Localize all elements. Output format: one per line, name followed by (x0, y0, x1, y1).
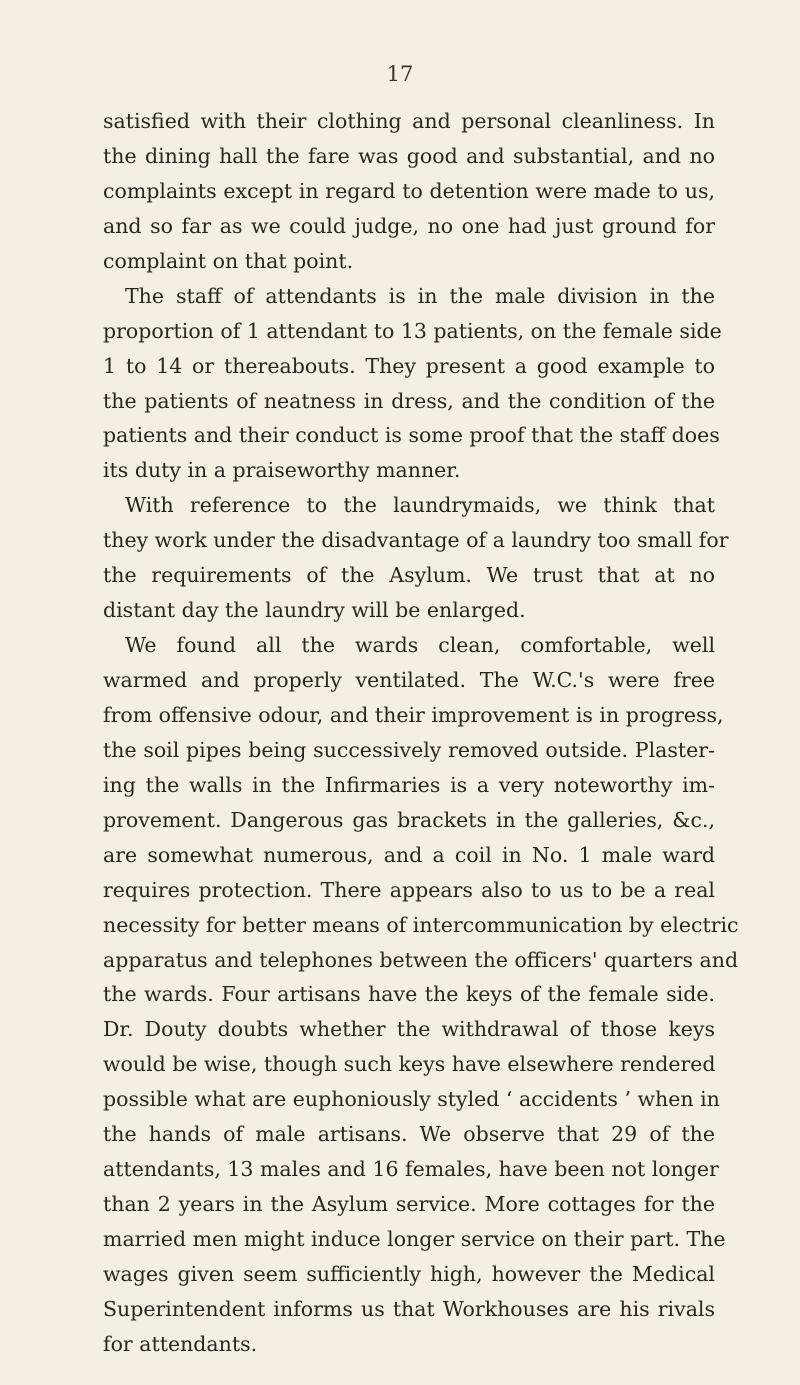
text-line: complaints except in regard to detention were made to us, (103, 178, 715, 203)
text-line: married men might induce longer service on their part. The (103, 1227, 726, 1251)
body-text (103, 104, 739, 1362)
text-line: proportion of 1 attendant to 13 patients, on the female side (103, 318, 722, 343)
text-line: the hands of male artisans. We observe that 29 of the (103, 1122, 715, 1147)
text-line: necessity for better means of intercommunication by electric (103, 912, 739, 937)
text-line: With reference to the laundrymaids, we think that (125, 493, 715, 518)
text-line: possible what are euphoniously styled ‘ accidents ’ when in (103, 1087, 720, 1112)
text-line: the wards. Four artisans have the keys of the female side. (103, 982, 715, 1007)
text-line: and so far as we could judge, no one had just ground for (103, 213, 715, 238)
text-line: satisfied with their clothing and personal cleanliness. In (103, 109, 715, 133)
text-line: than 2 years in the Asylum service. More cottages for the (103, 1192, 715, 1217)
text-line: would be wise, though such keys have elsewhere rendered (103, 1052, 716, 1077)
text-line: attendants, 13 males and 16 females, have been not longer (103, 1157, 719, 1182)
text-line: are somewhat numerous, and a coil in No. 1 male ward (103, 842, 715, 867)
text-line: its duty in a praiseworthy manner. (103, 458, 461, 483)
text-line: distant day the laundry will be enlarged. (103, 598, 526, 623)
text-line: warmed and properly ventilated. The W.C.'s were free (103, 668, 715, 692)
text-line: ing the walls in the Infirmaries is a very noteworthy im- (103, 772, 715, 797)
text-line: We found all the wards clean, comfortable, well (125, 633, 715, 658)
text-line: apparatus and telephones between the officers' quarters and (103, 947, 739, 972)
text-line: for attendants. (103, 1331, 258, 1356)
text-line: they work under the disadvantage of a laundry too small for (103, 528, 729, 553)
text-line: Superintendent informs us that Workhouses are his rivals (103, 1296, 715, 1321)
text-line: the patients of neatness in dress, and the condition of the (103, 388, 715, 413)
text-line: requires protection. There appears also to us to be a real (103, 877, 715, 902)
text-line: from offensive odour, and their improvement is in progress, (103, 702, 724, 727)
text-line: provement. Dangerous gas brackets in the galleries, &c., (103, 807, 715, 832)
text-line: The staff of attendants is in the male division in the (125, 283, 715, 308)
text-line: Dr. Douty doubts whether the withdrawal of those keys (103, 1017, 715, 1042)
text-line: 1 to 14 or thereabouts. They present a good example to (103, 353, 715, 378)
page-number: 17 (386, 62, 414, 86)
text-line: the requirements of the Asylum. We trust that at no (103, 563, 715, 588)
text-line: patients and their conduct is some proof that the staff does (103, 423, 720, 448)
text-line: the dining hall the fare was good and substantial, and no (103, 143, 715, 168)
text-line: the soil pipes being successively removed outside. Plaster- (103, 737, 715, 762)
text-line: complaint on that point. (103, 248, 354, 273)
text-line: wages given seem sufficiently high, however the Medical (103, 1261, 715, 1286)
